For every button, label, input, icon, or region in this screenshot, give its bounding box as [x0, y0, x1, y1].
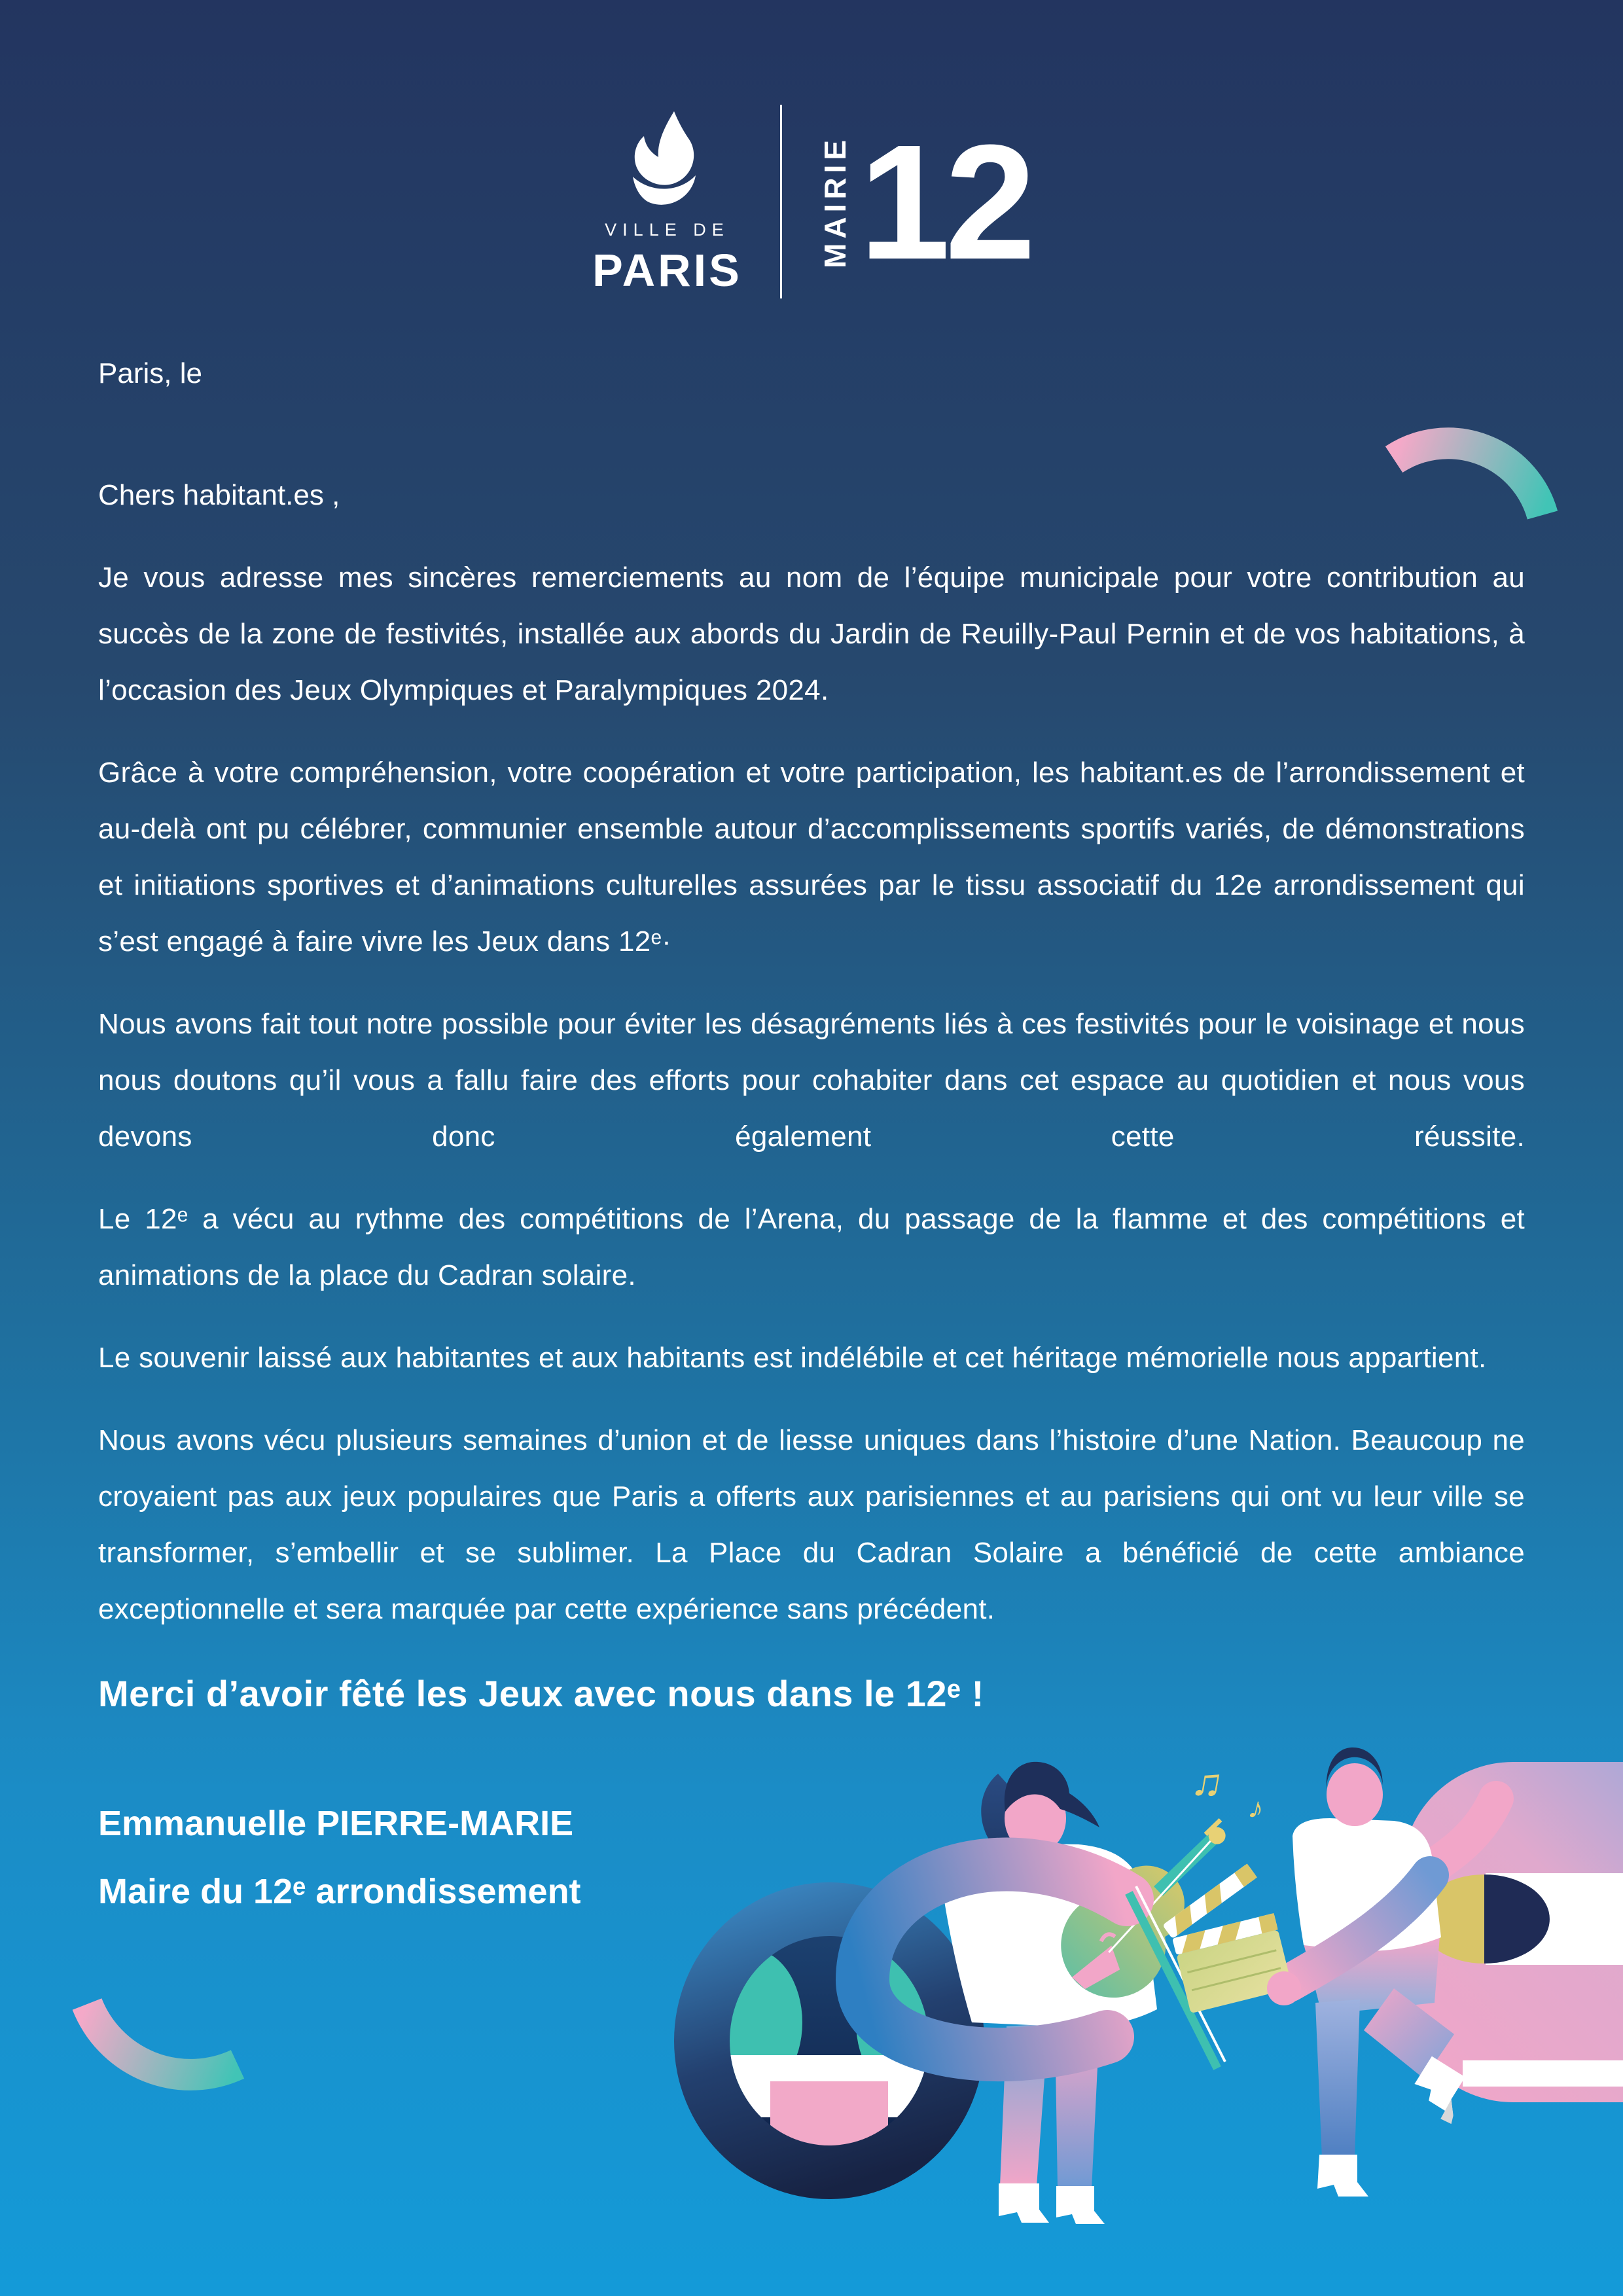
- paragraph: Nous avons vécu plusieurs semaines d’union et de liesse uniques dans l’histoire d’une Nation. Beaucoup ne croyaient pas aux jeux populaires que Paris a offerts aux parisiennes et au parisiens qui ont vu leur ville se transformer, s’embellir et se sublimer. La Place du Cadran Solaire a bénéficié de cette ambiance exceptionnelle et sera marquée par cette expérience sans précédent.: [98, 1424, 1525, 1625]
- paragraph: Nous avons fait tout notre possible pour éviter les désagréments liés à ces festivités pour le voisinage et nous nous doutons qu’il vous a fallu faire des efforts pour cohabiter dans cet espace au quotidien et nous vous devons donc également cette réussite.: [98, 1008, 1525, 1153]
- letter-body: [98, 346, 1525, 1926]
- svg-text:♫: ♫: [1188, 1755, 1228, 1808]
- boot-icon: [1317, 2155, 1368, 2197]
- paragraph: Grâce à votre compréhension, votre coopération et votre participation, les habitant.es de l’arrondissement et au-delà ont pu célébrer, communier ensemble autour d’accomplissements sportifs variés, de démonstrations et initiations sportives et d’animations culturelles assurées par le tissu associatif du 12e arrondissement qui s’est engagé à faire vivre les Jeux dans 12ᵉ·: [98, 757, 1525, 958]
- header: [0, 105, 1623, 298]
- music-notes-icon: [1188, 1756, 1268, 1826]
- salutation: Chers habitant.es ,: [98, 479, 340, 511]
- svg-text:♪: ♪: [1245, 1789, 1268, 1827]
- paragraph: Le 12ᵉ a vécu au rythme des compétitions de l’Arena, du passage de la flamme et des compétitions et animations de la place du Cadran solaire.: [98, 1203, 1525, 1291]
- ville-de-label: VILLE DE: [605, 219, 730, 240]
- dateline: Paris, le: [98, 357, 202, 389]
- mairie-number: 12: [859, 110, 1031, 293]
- boat-icon: [618, 107, 716, 211]
- mairie-vertical-label: MAIRIE: [817, 135, 852, 268]
- arc-bottom-left-icon: [71, 1991, 257, 2106]
- boot-icon: [1056, 2186, 1105, 2224]
- signature-name: Emmanuelle PIERRE-MARIE: [98, 1804, 574, 1843]
- paragraph: Je vous adresse mes sincères remerciements au nom de l’équipe municipale pour votre contribution au succès de la zone de festivités, installée aux abords du Jardin de Reuilly-Paul Pernin et de vos habitations, à l’occasion des Jeux Olympiques et Paralympiques 2024.: [98, 562, 1525, 706]
- ville-de-paris-logo: [592, 107, 742, 296]
- paragraph: Le souvenir laissé aux habitantes et aux habitants est indélébile et cet héritage mémorielle nous appartient.: [98, 1342, 1487, 1374]
- bottom-illustration: [641, 1728, 1623, 2296]
- logo-divider: [780, 105, 782, 298]
- arc-top-right-icon: [1382, 414, 1559, 528]
- closing-line: Merci d’avoir fêté les Jeux avec nous dans le 12ᵉ !: [98, 1673, 984, 1714]
- paris-label: PARIS: [592, 244, 742, 296]
- hand-icon: [1267, 1971, 1301, 2005]
- mairie12-logo: [817, 110, 1031, 293]
- signature-title: Maire du 12ᵉ arrondissement: [98, 1872, 581, 1911]
- boot-icon: [999, 2183, 1049, 2223]
